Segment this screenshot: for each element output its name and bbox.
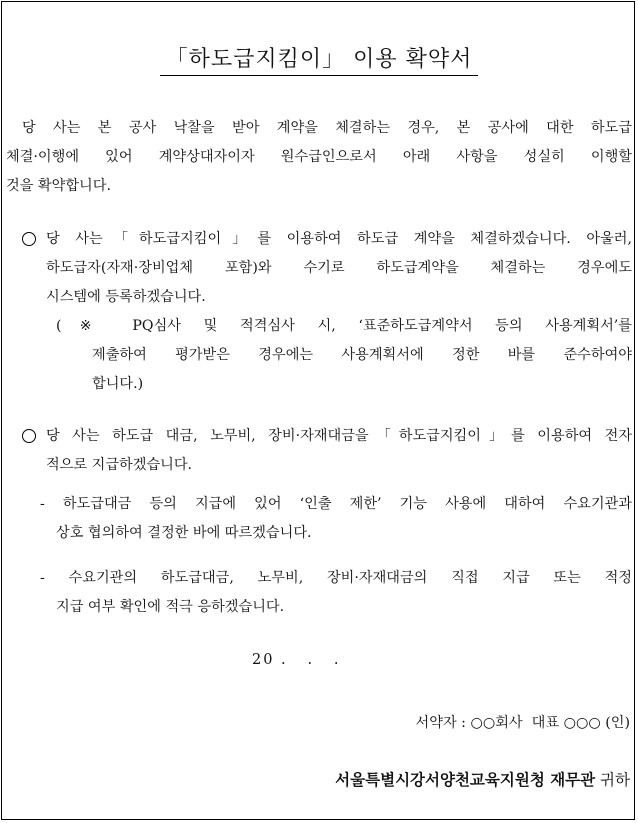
date-line: 20 . . .: [252, 652, 341, 668]
title-text: 「하도급지킴이」 이용 확약서: [160, 42, 479, 76]
item1-line-3: 시스템에 등록하겠습니다.: [46, 289, 206, 305]
item1-note-line-3: 합니다.): [92, 376, 144, 392]
item1-line-2: 하도급자(자재·장비업체 포함)와 수기로 하도급계약을 체결하는 경우에도: [46, 260, 632, 276]
item1-note-line-1: (※ PQ심사 및 적격심사 시, ‘표준하도급계약서 등의 사용계획서’를: [56, 318, 632, 334]
addressee-line: [335, 768, 630, 790]
bullet-circle-icon: [22, 429, 36, 443]
item2-line-2: 적으로 지급하겠습니다.: [46, 457, 193, 473]
item1-line-1: 당 사는「하도급지킴이」를 이용하여 하도급 계약을 체결하겠습니다. 아울러,: [46, 231, 632, 247]
item1-note-line-2: 제출하여 평가받은 경우에는 사용계획서에 정한 바를 준수하여야: [92, 347, 632, 363]
intro-line-1: 당 사는 본 공사 낙찰을 받아 계약을 체결하는 경우, 본 공사에 대한 하도급: [22, 120, 632, 136]
item2-sub1-line-1: - 하도급대금 등의 지급에 있어 ‘인출 제한’ 기능 사용에 대하여 수요기관과: [40, 496, 632, 512]
document-title: [0, 42, 638, 76]
signer-line: 서약자 : ○○회사 대표 ○○○ (인): [415, 715, 630, 731]
item2-sub1-line-2: 상호 협의하여 결정한 바에 따르겠습니다.: [56, 525, 312, 541]
addressee-org: 서울특별시강서양천교육지원청 재무관: [335, 770, 596, 789]
item2-line-1: 당 사는 하도급 대금, 노무비, 장비·자재대금을「하도급지킴이」를 이용하여 전자: [46, 428, 632, 444]
item2-sub2-line-2: 지급 여부 확인에 적극 응하겠습니다.: [56, 599, 285, 615]
addressee-suffix: 귀하: [595, 771, 630, 789]
intro-line-3: 것을 확약합니다.: [6, 178, 111, 194]
item2-sub2-line-1: - 수요기관의 하도급대금, 노무비, 장비·자재대금의 직접 지급 또는 적정: [40, 570, 632, 586]
intro-line-2: 체결·이행에 있어 계약상대자이자 원수급인으로서 아래 사항을 성실히 이행할: [6, 149, 632, 165]
bullet-circle-icon: [22, 232, 36, 246]
